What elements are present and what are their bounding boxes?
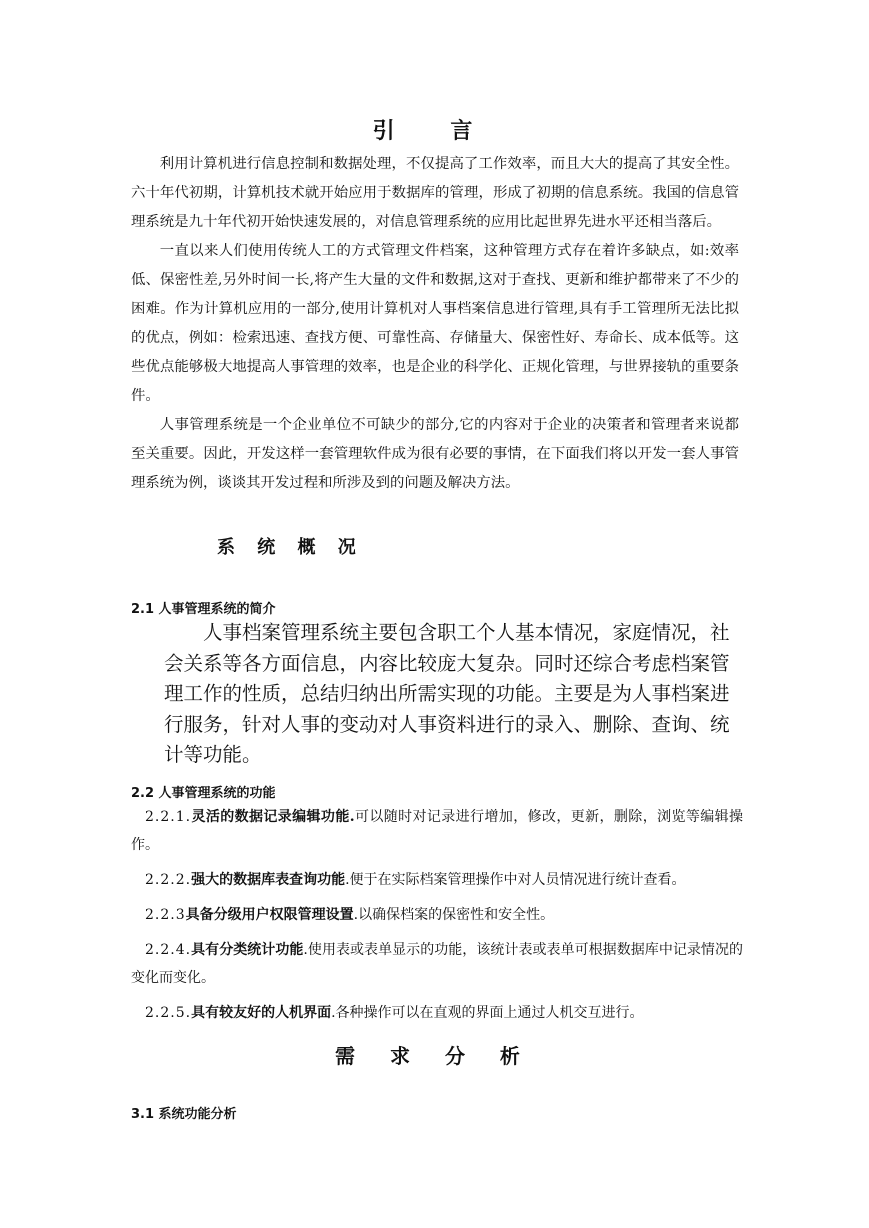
feature-number: 2.2.5. bbox=[145, 1005, 192, 1021]
feature-title: 灵活的数据记录编辑功能. bbox=[191, 809, 355, 825]
feature-item bbox=[131, 866, 743, 894]
analysis-title: 需 求 分 析 bbox=[335, 1044, 534, 1068]
feature-text: .各种操作可以在直观的界面上通过人机交互进行。 bbox=[331, 1005, 644, 1021]
feature-item bbox=[131, 999, 743, 1027]
intro-paragraph: 人事管理系统是一个企业单位不可缺少的部分,它的内容对于企业的决策者和管理者来说都至关重要。因此，开发这样一套管理软件成为很有必要的事情，在下面我们将以开发一套人事管理系统为例，谈谈其开发过程和所涉及到的问题及解决方法。 bbox=[131, 417, 739, 491]
feature-text: .便于在实际档案管理操作中对人员情况进行统计查看。 bbox=[345, 872, 686, 888]
feature-number: 2.2.3 bbox=[145, 907, 186, 923]
intro-paragraph: 利用计算机进行信息控制和数据处理，不仅提高了工作效率，而且大大的提高了其安全性。六十年代初期，计算机技术就开始应用于数据库的管理，形成了初期的信息系统。我国的信息管理系统是九十年代初开始快速发展的，对信息管理系统的应用比起世界先进水平还相当落后。 bbox=[131, 156, 739, 230]
feature-title: 具有较友好的人机界面 bbox=[191, 1005, 332, 1021]
feature-text: .使用表或表单显示的功能，该统计表或表单可根据数据库中记录情况的变化而变化。 bbox=[131, 942, 744, 986]
feature-title: 具备分级用户权限管理设置 bbox=[185, 907, 354, 923]
section-2-1-heading: 2.1 人事管理系统的简介 bbox=[131, 602, 276, 617]
section-2-2-heading: 2.2 人事管理系统的功能 bbox=[131, 786, 276, 801]
feature-title: 强大的数据库表查询功能 bbox=[191, 872, 346, 888]
section-3-1-heading: 3.1 系统功能分析 bbox=[131, 1107, 237, 1122]
overview-title: 系 统 概 况 bbox=[217, 537, 364, 558]
section-2-1-text: 人事档案管理系统主要包含职工个人基本情况，家庭情况，社会关系等各方面信息，内容比较庞大复杂。同时还综合考虑档案管理工作的性质，总结归纳出所需实现的功能。主要是为人事档案进行服务，针对人事的变动对人事资料进行的录入、删除、查询、统计等功能。 bbox=[164, 621, 730, 766]
feature-list bbox=[131, 803, 743, 1034]
feature-number: 2.2.4. bbox=[145, 942, 192, 958]
intro-body bbox=[131, 150, 739, 498]
feature-text: 可以随时对记录进行增加，修改，更新，删除，浏览等编辑操作。 bbox=[131, 809, 744, 853]
feature-number: 2.2.1. bbox=[145, 809, 192, 825]
feature-text: .以确保档案的保密性和安全性。 bbox=[353, 907, 555, 923]
feature-item bbox=[131, 901, 743, 929]
feature-title: 具有分类统计功能 bbox=[191, 942, 304, 958]
feature-item bbox=[131, 936, 743, 992]
feature-number: 2.2.2. bbox=[145, 872, 192, 888]
intro-title: 引 言 bbox=[372, 118, 497, 144]
intro-paragraph: 一直以来人们使用传统人工的方式管理文件档案，这种管理方式存在着许多缺点，如:效率低、保密性差,另外时间一长,将产生大量的文件和数据,这对于查找、更新和维护都带来了不少的困难。作为计算机应用的一部分,使用计算机对人事档案信息进行管理,具有手工管理所无法比拟的优点，例如：检索迅速、查找方便、可靠性高、存储量大、保密性好、寿命长、成本低等。这些优点能够极大地提高人事管理的效率，也是企业的科学化、正规化管理，与世界接轨的重要条件。 bbox=[131, 243, 739, 404]
feature-item bbox=[131, 803, 743, 859]
